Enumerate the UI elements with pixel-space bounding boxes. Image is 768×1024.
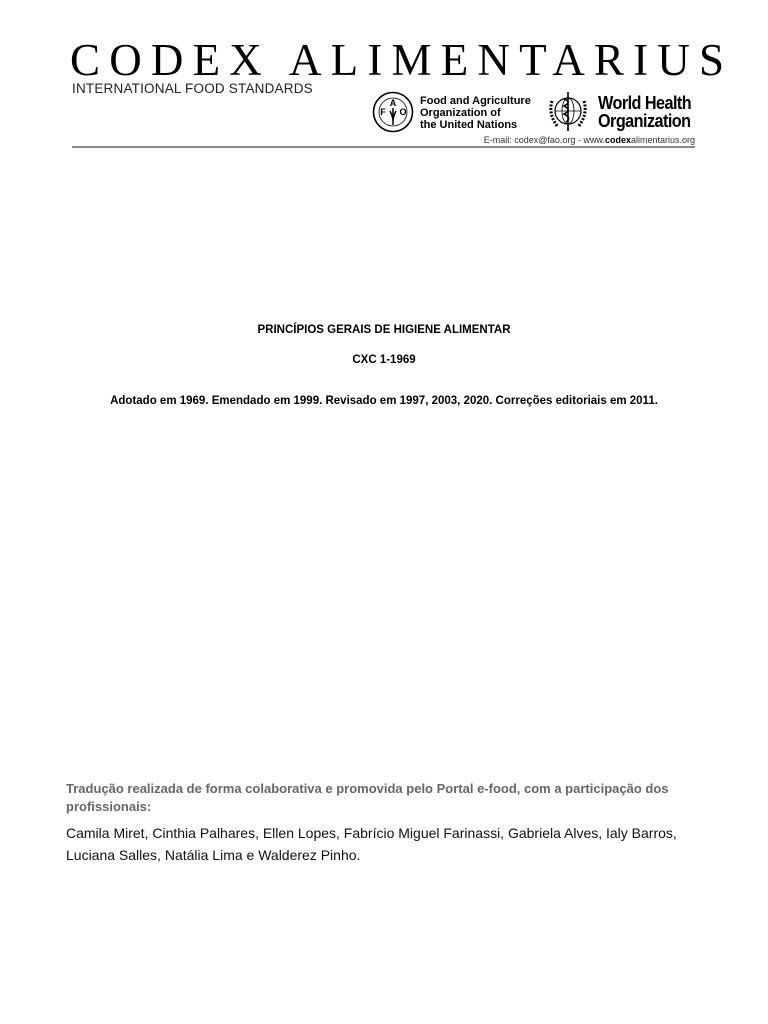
who-line: Organization bbox=[598, 111, 691, 131]
email-text: E-mail: codex@fao.org - www. bbox=[483, 135, 605, 145]
adoption-history: Adotado em 1969. Emendado em 1999. Revisado em 1997, 2003, 2020. Correções editoriais em 2011. bbox=[110, 395, 658, 407]
codex-title: CODEX ALIMENTARIUS bbox=[70, 35, 734, 85]
fao-name bbox=[420, 95, 531, 131]
website-suffix: alimentarius.org bbox=[630, 135, 695, 145]
header-divider bbox=[72, 146, 695, 148]
who-line: World Health bbox=[598, 93, 692, 113]
fao-line: Food and Agriculture bbox=[420, 95, 531, 107]
translator-names: Camila Miret, Cinthia Palhares, Ellen Lopes, Fabrício Miguel Farinassi, Gabriela Alves, Ialy Barros, Luciana Salles, Natália Lima e Walderez Pinho. bbox=[66, 825, 677, 863]
svg-text:A: A bbox=[389, 98, 397, 108]
fao-line: the United Nations bbox=[420, 119, 518, 131]
who-emblem-icon bbox=[544, 89, 592, 135]
codex-subtitle: INTERNATIONAL FOOD STANDARDS bbox=[72, 81, 313, 96]
document-code: CXC 1-1969 bbox=[352, 354, 416, 366]
contact-line bbox=[484, 135, 695, 145]
fao-line: Organization of bbox=[420, 107, 501, 119]
svg-text:F: F bbox=[380, 107, 386, 117]
svg-text:O: O bbox=[399, 107, 407, 117]
website-bold: codex bbox=[604, 135, 631, 145]
who-name bbox=[598, 94, 691, 130]
document-title: PRINCÍPIOS GERAIS DE HIGIENE ALIMENTAR bbox=[257, 324, 511, 336]
translation-credit: Tradução realizada de forma colaborativa e promovida pelo Portal e-food, com a participação dos profissionais: bbox=[66, 781, 669, 814]
fao-logo-icon bbox=[372, 91, 414, 133]
